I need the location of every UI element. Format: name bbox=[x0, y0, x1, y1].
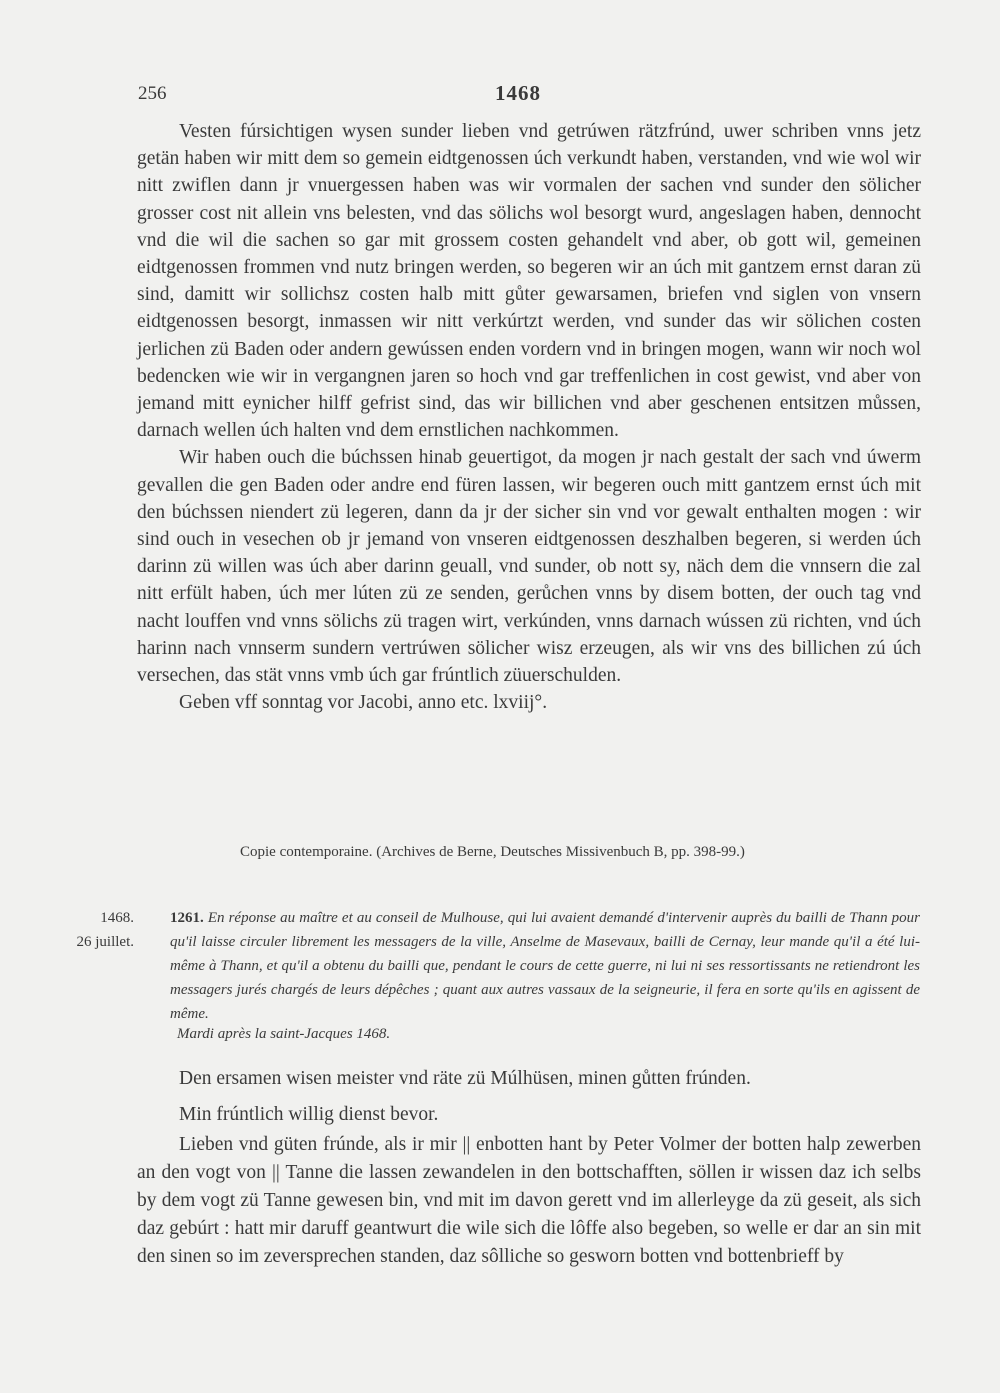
summary-text: En réponse au maître et au conseil de Mulhouse, qui lui avaient demandé d'intervenir auprès du bailli de Thann pour qu'il laisse circuler librement les messagers de la ville, Anselme de Masevaux, bailli de Cernay, leur mande qu'il a été lui-même à Thann, et qu'il a obtenu du bailli que, pendant le cours de cette guerre, ni lui ni ses ressortissants ne retiendront les messagers jurés chargés de leurs dépêches ; quant aux autres vassaux de la seigneurie, il fera en sorte qu'ils en agissent de même. bbox=[170, 910, 921, 1022]
margin-day: 26 juillet. bbox=[76, 934, 134, 950]
document-number: 1261. bbox=[170, 910, 204, 926]
document-date: Mardi après la saint-Jacques 1468. bbox=[177, 1026, 391, 1042]
letter-1-paragraph-1: Vesten fúrsichtigen wysen sunder lieben vnd getrúwen rätzfrúnd, uwer schriben vnns jetz getän haben wir mitt dem so gemein eidtgenossen úch verkundt haben, verstanden, vnd wie wol wir nitt zwiflen dann jr vnuergessen haben was wir vormalen der sachen vnd sunder den sölicher grosser cost nit allein vns belesten, vnd das sölichs wol besorgt wurd, angeslagen haben, dennocht vnd die wil die sachen so gar mit grossem costen gehandelt vnd aber, ob gott wil, gemeinen eidtgenossen frommen vnd nutz bringen werden, so begeren wir an úch mit gantzem ernst daran zü sind, damitt wir sollichsz costen halb mitt gůter gewarsamen, briefen vnd siglen von vnsern eidtgenossen besorgt, inmassen wir nitt verkúrtzt werden, vnd sunder das wir sölichen costen jerlichen zü Baden oder andern gewússen enden vordern vnd in bringen mogen, wann wir noch wol bedencken wie wir in vergangnen jaren so hoch vnd gar treffenlichen in cost gewist, vnd aber von jemand mitt eynicher hilff gefrist sind, das wir billichen vnd aber geschenen entsitzen můssen, darnach wellen úch halten vnd dem ernstlichen nachkommen. bbox=[137, 121, 921, 442]
letter-2 bbox=[137, 1065, 921, 1271]
page-number: 256 bbox=[138, 83, 167, 104]
letter-1-paragraph-2: Wir haben ouch die búchssen hinab geuertigot, da mogen jr nach gestalt der sach vnd úwerm gevallen die gen Baden oder andre end füren lassen, wir begeren ouch mitt gantzem ernst úch mit den búchssen niendert zü legeren, dann da jr der sicher sin vnd vor gewalt enthalten mogen : wir sind ouch in vesechen ob jr jemand von vnseren eidtgenossen deszhalben begeren, si werden úch darinn zü willen was úch aber darinn geuall, vnd sunder, ob nott sy, näch dem die vnnsern die zal nitt erfült haben, úch mer lúten zü ze senden, gerůchen vnns by disem botten, der ouch tag vnd nacht louffen vnd vnns sölichs zü tragen wirt, verkúnden, vnns darnach wússen zü richten, vnd úch harinn nach vnnserm sundern vertrúwen sölicher wisz erzeugen, als wir vns des billichen zú úch versechen, das stät vnns vmb úch gar frúntlich züuerschulden. bbox=[137, 447, 921, 687]
source-note: Copie contemporaine. (Archives de Berne, Deutsches Missivenbuch B, pp. 398-99.) bbox=[240, 844, 745, 860]
margin-date bbox=[40, 906, 134, 954]
letter-2-address: Den ersamen wisen meister vnd räte zü Múlhüsen, minen gůtten frúnden. bbox=[179, 1068, 751, 1089]
letter-1-body bbox=[137, 118, 921, 716]
letter-1-closing: Geben vff sonntag vor Jacobi, anno etc. lxviij°. bbox=[179, 692, 548, 714]
letter-2-body: Lieben vnd güten frúnde, als ir mir || enbotten hant by Peter Volmer der botten halp zewerben an den vogt von || Tanne die lassen zewandelen in den bottschafften, söllen ir wissen daz ich selbs by dem vogt zü Tanne gewesen bin, vnd mit im davon gerett vnd im allerleyge da zü geseit, als sich daz gebúrt : hatt mir daruff geantwurt die wile sich die lôffe also begeben, so welle er dar an sin mit den sinen so im zeversprechen standen, daz sôlliche so gesworn botten vnd bottenbrieff by bbox=[137, 1134, 921, 1267]
running-head-year: 1468 bbox=[495, 81, 541, 105]
letter-2-greeting: Min frúntlich willig dienst bevor. bbox=[179, 1104, 439, 1125]
document-summary bbox=[170, 906, 920, 1026]
margin-year: 1468. bbox=[100, 910, 134, 926]
